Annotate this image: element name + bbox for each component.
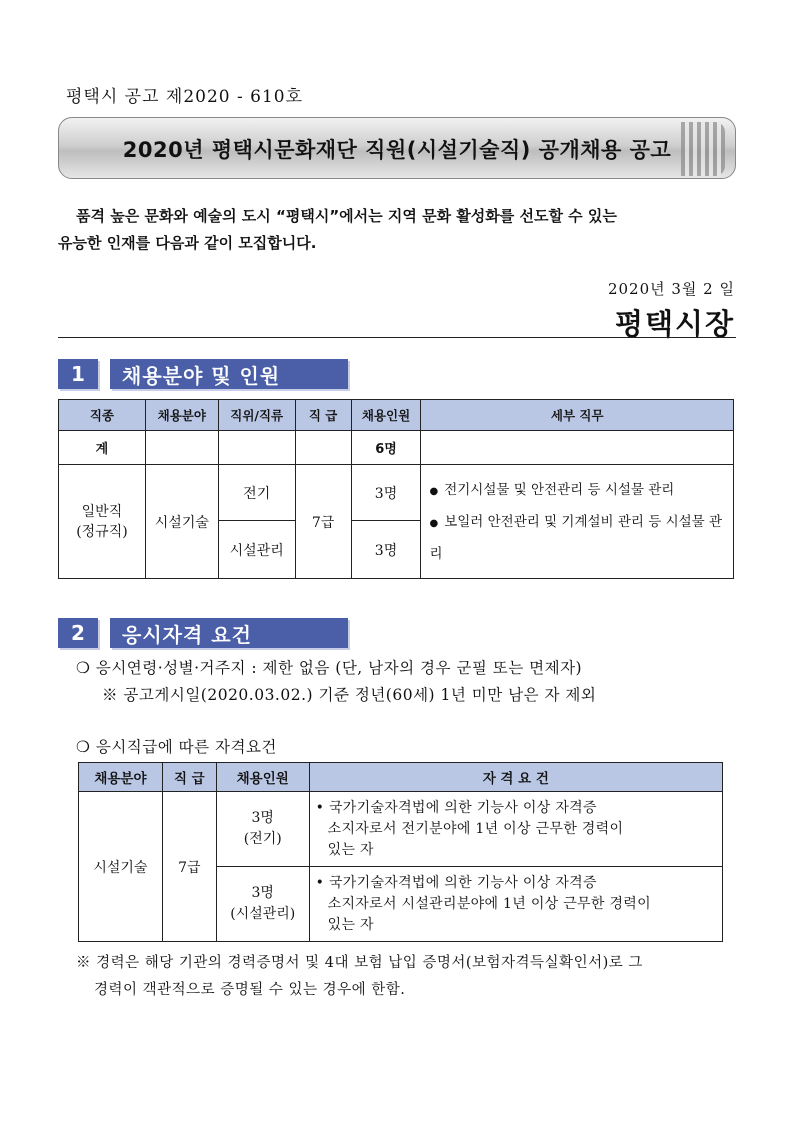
grade-cell: 7급 <box>295 465 351 579</box>
requirement-text: 국가기술자격법에 의한 기능사 이상 자격증 <box>328 799 597 816</box>
count-position: (전기) <box>243 831 282 847</box>
requirement-line: 있는 자 <box>327 841 374 858</box>
header-grade: 직 급 <box>162 763 216 792</box>
circle-bullet-icon: ❍ <box>76 659 91 677</box>
table-row <box>79 792 723 867</box>
section-1-heading <box>58 359 348 389</box>
title-banner <box>58 117 736 179</box>
requirement-line: 소지자로서 전기분야에 1년 이상 근무한 경력이 <box>327 820 624 837</box>
requirement-text: 국가기술자격법에 의한 기능사 이상 자격증 <box>328 874 597 891</box>
section-2-number: 2 <box>58 618 98 648</box>
duty-text: 보일러 안전관리 및 기계설비 관리 등 시설물 관리 <box>429 513 723 562</box>
duty-item <box>429 507 733 569</box>
condition-1-note: ※ 공고게시일(2020.03.02.) 기준 정년(60세) 1년 미만 남은 자 제외 <box>102 686 597 704</box>
requirement-cell <box>309 792 722 867</box>
header-duty: 세부 직무 <box>421 400 734 431</box>
position-cell: 시설관리 <box>218 521 295 579</box>
page-title: 2020년 평택시문화재단 직원(시설기술직) 공개채용 공고 <box>122 138 672 162</box>
bullet-icon: • <box>315 874 329 891</box>
header-job-type: 직종 <box>59 400 146 431</box>
intro-paragraph <box>58 203 738 257</box>
qualifications-table <box>78 762 723 942</box>
table-row <box>59 465 734 521</box>
total-label: 계 <box>59 431 146 465</box>
section-1-number: 1 <box>58 359 98 389</box>
position-cell: 전기 <box>218 465 295 521</box>
header-grade: 직 급 <box>295 400 351 431</box>
field-cell: 시설기술 <box>145 465 218 579</box>
footnote-line-1: ※ 경력은 해당 기관의 경력증명서 및 4대 보험 납입 증명서(보험자격득실확인서)로 그 <box>76 955 643 971</box>
requirement-line: 소지자로서 시설관리분야에 1년 이상 근무한 경력이 <box>327 895 651 912</box>
count-value: 3명 <box>251 810 274 826</box>
job-type-line-1: 일반직 <box>81 503 123 520</box>
intro-line-2: 유능한 인재를 다음과 같이 모집합니다. <box>58 234 317 252</box>
header-position: 직위/직류 <box>218 400 295 431</box>
duties-cell <box>421 465 734 579</box>
requirement-line: 있는 자 <box>327 916 374 933</box>
notice-date: 2020년 3월 2 일 <box>607 280 735 298</box>
header-field: 채용분야 <box>145 400 218 431</box>
table-header-row <box>79 763 723 792</box>
bullet-icon: ● <box>429 517 439 529</box>
section-2-heading <box>58 618 348 648</box>
condition-2-text: 응시직급에 따른 자격요건 <box>95 738 277 756</box>
duty-text: 전기시설물 및 안전관리 등 시설물 관리 <box>444 481 675 498</box>
count-cell <box>216 867 309 942</box>
condition-1-text: 응시연령·성별·거주지 : 제한 없음 (단, 남자의 경우 군필 또는 면제자) <box>95 659 583 677</box>
job-type-cell <box>59 465 146 579</box>
requirement-line <box>316 798 716 819</box>
footnote-line-2: 경력이 객관적으로 증명될 수 있는 경우에 한함. <box>94 982 406 998</box>
header-requirements: 자 격 요 건 <box>309 763 722 792</box>
grade-cell: 7급 <box>162 792 216 942</box>
count-cell: 3명 <box>351 521 421 579</box>
header-count: 채용인원 <box>351 400 421 431</box>
bullet-icon: • <box>315 799 329 816</box>
positions-table <box>58 399 734 579</box>
condition-2 <box>76 735 277 757</box>
intro-line-1: 품격 높은 문화와 예술의 도시 “평택시”에서는 지역 문화 활성화를 선도할 수 있는 <box>76 207 617 225</box>
section-2-title: 응시자격 요건 <box>110 618 348 648</box>
count-cell <box>216 792 309 867</box>
notice-number: 평택시 공고 제2020 - 610호 <box>66 87 304 107</box>
field-cell: 시설기술 <box>79 792 163 942</box>
table-header-row <box>59 400 734 431</box>
section-1-title: 채용분야 및 인원 <box>110 359 348 389</box>
total-row <box>59 431 734 465</box>
count-value: 3명 <box>251 885 274 901</box>
bullet-icon: ● <box>429 485 439 497</box>
job-type-line-2: (정규직) <box>76 523 128 540</box>
issuer: 평택시장 <box>614 307 735 341</box>
header-field: 채용분야 <box>79 763 163 792</box>
requirement-cell <box>309 867 722 942</box>
count-cell: 3명 <box>351 465 421 521</box>
divider <box>58 337 736 338</box>
duty-item <box>429 475 733 507</box>
circle-bullet-icon: ❍ <box>76 738 91 756</box>
header-count: 채용인원 <box>216 763 309 792</box>
count-position: (시설관리) <box>230 906 296 922</box>
condition-1 <box>76 656 582 678</box>
total-count: 6명 <box>351 431 421 465</box>
requirement-line <box>316 873 716 894</box>
footnote <box>76 950 643 1004</box>
